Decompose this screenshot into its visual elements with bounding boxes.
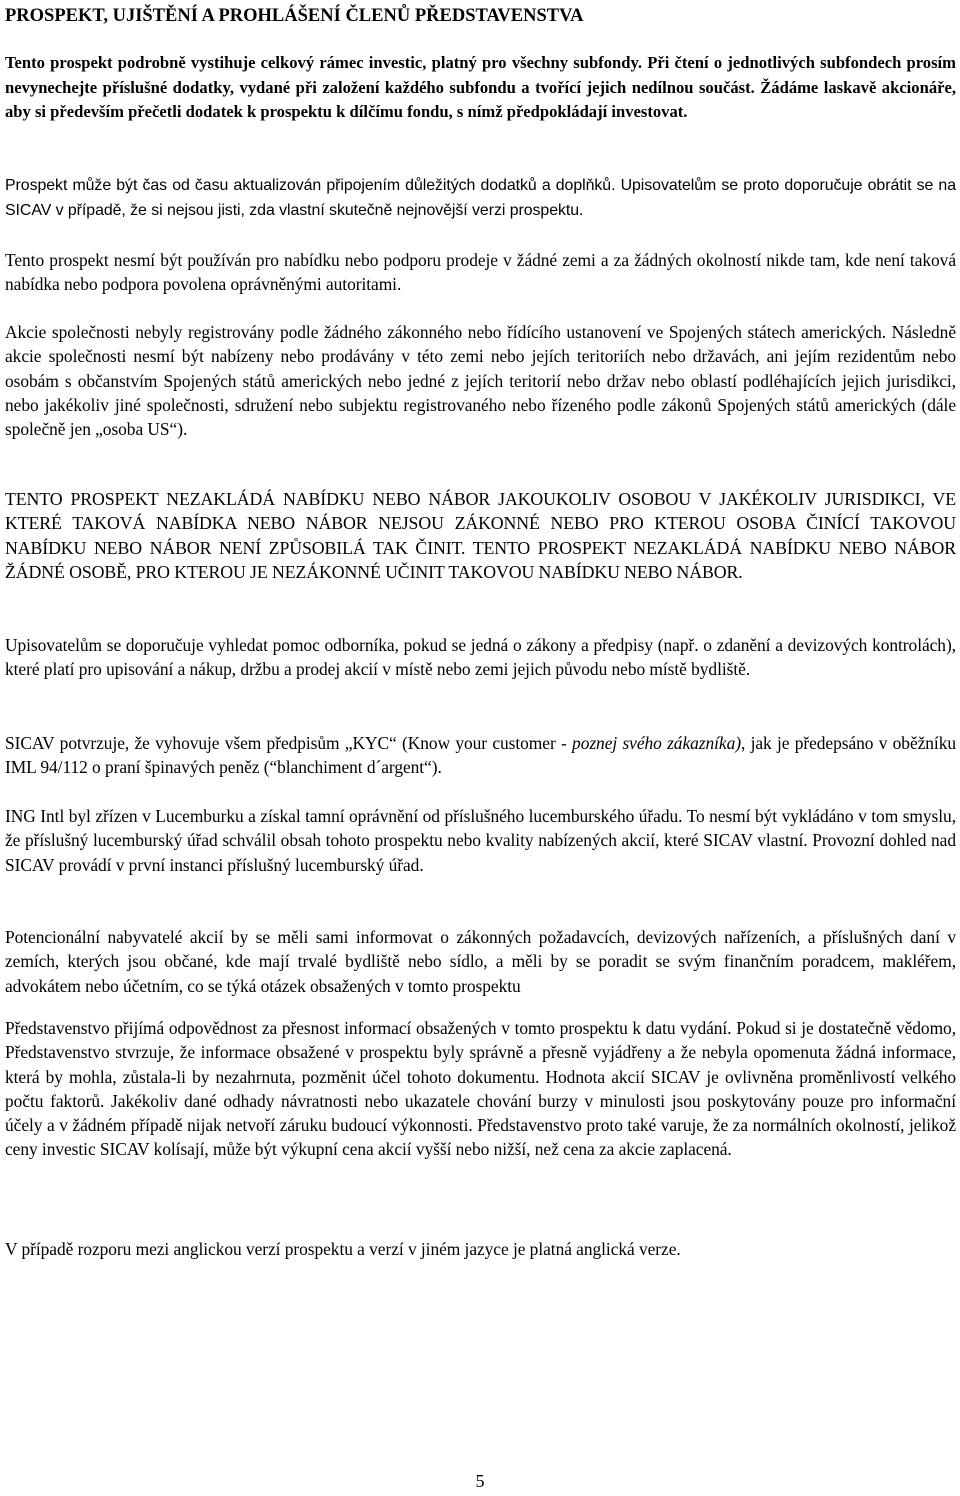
caps-notice-paragraph: TENTO PROSPEKT NEZAKLÁDÁ NABÍDKU NEBO NÁBOR JAKOUKOLIV OSOBOU V JAKÉKOLIV JURISDIKCI, VE KTERÉ TAKOVÁ NABÍDKA NEBO NÁBOR NEJSOU ZÁKONNÉ NEBO PRO KTEROU OSOBA ČINÍCÍ TAKOVOU NABÍDKU NEBO NÁBOR NENÍ ZPŮSOBILÁ TAK ČINIT. TENTO PROSPEKT NEZAKLÁDÁ NABÍDKU NEBO NÁBOR ŽÁDNÉ OSOBĚ, PRO KTEROU JE NEZÁKONNÉ UČINIT TAKOVOU NABÍDKU NEBO NÁBOR. xyxy=(5,489,956,583)
no-offer-paragraph: Tento prospekt nesmí být používán pro nabídku nebo podporu prodeje v žádné zemi a za žádných okolností nikde tam, kde není taková nabídka nebo podpora povolena oprávněnými autoritami. xyxy=(5,250,956,295)
page-number: 5 xyxy=(475,1471,485,1491)
advice-paragraph: Upisovatelům se doporučuje vyhledat pomoc odborníka, pokud se jedná o zákony a předpisy (např. o zdanění a devizových kontrolách), které platí pro upisování a nákup, držbu a prodej akcií v místě nebo zemi jejich původu nebo místě bydliště. xyxy=(5,635,956,680)
document-page xyxy=(5,0,956,1496)
kyc-text-end: , jak je předepsáno v oběžníku IML 94/112 o praní špinavých peněz (“blanchiment d´argent“). xyxy=(5,733,957,778)
kyc-text-start: SICAV potvrzuje, že vyhovuje všem předpisům „KYC“ (Know your customer - xyxy=(5,733,573,753)
ing-paragraph: ING Intl byl zřízen v Lucemburku a získal tamní oprávnění od příslušného lucemburského úřadu. To nesmí být vykládáno v tom smyslu, že příslušný lucemburský úřad schválil obsah tohoto prospektu nebo kvality nabízených akcií, které SICAV vlastní. Provozní dohled nad SICAV provádí v první instanci příslušný lucemburský úřad. xyxy=(5,806,956,875)
updates-paragraph: Prospekt může být čas od času aktualizován připojením důležitých dodatků a doplňků. Upisovatelům se proto doporučuje obrátit se na SICAV v případě, že si nejsou jisti, zda vlastní skutečně nejnovější verzi prospektu. xyxy=(5,177,956,219)
investors-paragraph: Potencionální nabyvatelé akcií by se měli sami informovat o zákonných požadavcích, devizových nařízeních, a příslušných daní v zemích, kterých jsou občané, kde mají trvalé bydliště nebo sídlo, a měli by se poradit se svým finančním poradcem, makléřem, advokátem nebo účetním, co se týká otázek obsažených v tomto prospektu xyxy=(5,927,956,996)
document-title: PROSPEKT, UJIŠTĚNÍ A PROHLÁŠENÍ ČLENŮ PŘEDSTAVENSTVA xyxy=(5,6,584,26)
intro-paragraph: Tento prospekt podrobně vystihuje celkový rámec investic, platný pro všechny subfondy. Při čtení o jednotlivých subfondech prosím nevynechejte příslušné dodatky, vydané při založení každého subfondu a tvořící jejich nedílnou součást. Žádáme laskavě akcionáře, aby si především přečetli dodatek k prospektu k dílčímu fondu, s nímž předpokládají investovat. xyxy=(5,53,956,122)
us-persons-paragraph: Akcie společnosti nebyly registrovány podle žádného zákonného nebo řídícího ustanovení ve Spojených státech amerických. Následně akcie společnosti nesmí být nabízeny nebo prodávány v této zemi nebo jejích teritoriích nebo državách, ani jejím rezidentům nebo osobám s občanstvím Spojených států amerických nebo jedné z jejích teritorií nebo držav nebo oblastí podléhajících jejich jurisdikci, nebo jakékoliv jiné společnosti, sdružení nebo subjektu registrovaného nebo řízeného podle zákonů Spojených států amerických (dále společně jen „osoba US“). xyxy=(5,322,956,440)
kyc-paragraph xyxy=(5,731,956,780)
language-paragraph: V případě rozporu mezi anglickou verzí prospektu a verzí v jiném jazyce je platná anglická verze. xyxy=(5,1239,681,1259)
board-paragraph: Představenstvo přijímá odpovědnost za přesnost informací obsažených v tomto prospektu k datu vydání. Pokud si je dostatečně vědomo, Představenstvo stvrzuje, že informace obsažené v prospektu byly správně a přesně vyjádřeny a že nebyla opomenuta žádná informace, která by mohla, zůstala-li by nezahrnuta, pozměnit účel tohoto dokumentu. Hodnota akcií SICAV je ovlivněna proměnlivostí velkého počtu faktorů. Jakékoliv dané odhady návratnosti nebo ukazatele chování burzy v minulosti jsou poskytovány pouze pro informační účely a v žádném případě nijak netvoří záruku budoucí výkonnosti. Představenstvo proto také varuje, že za normálních okolností, jelikož ceny investic SICAV kolísají, může být výkupní cena akcií vyšší nebo nižší, než cena za akcie zaplacená. xyxy=(5,1018,956,1160)
kyc-italic-text: poznej svého zákazníka) xyxy=(572,733,741,753)
